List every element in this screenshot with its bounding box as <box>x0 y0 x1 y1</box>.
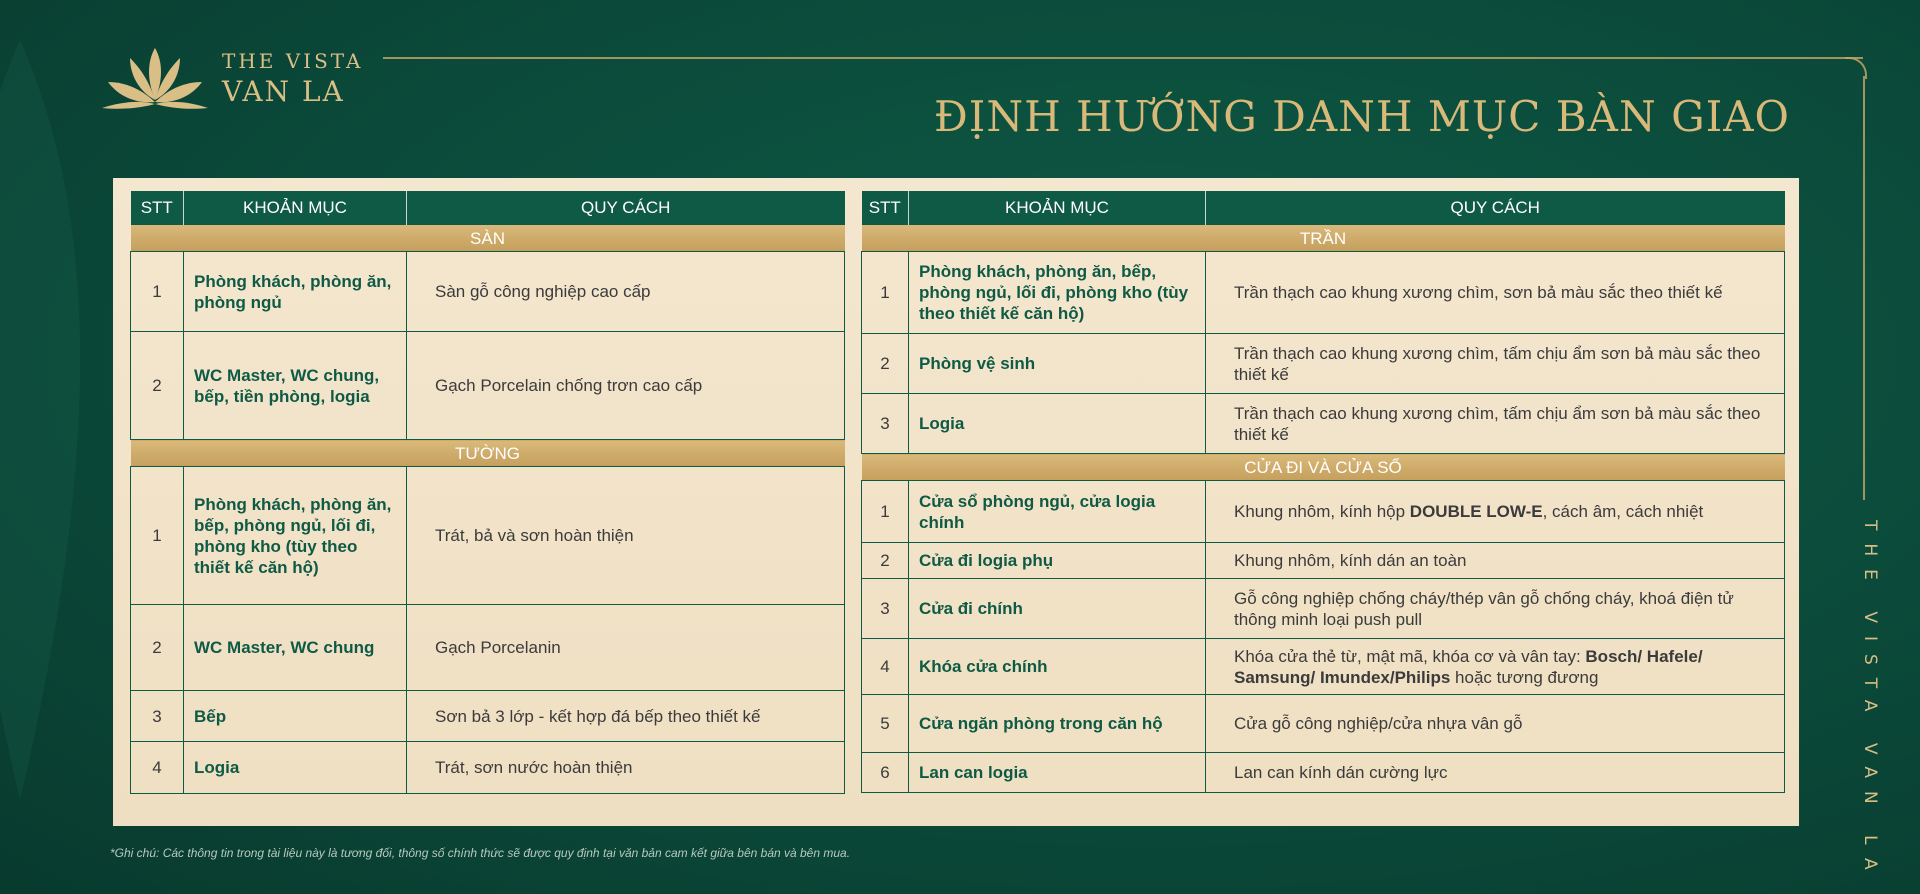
cell-spec <box>1206 481 1785 543</box>
page-title: ĐỊNH HƯỚNG DANH MỤC BÀN GIAO <box>933 92 1790 141</box>
cell-spec: Lan can kính dán cường lực <box>1206 753 1785 793</box>
spec-text: hoặc tương đương <box>1450 667 1599 687</box>
frame-line-top <box>383 57 1863 59</box>
section-row <box>131 440 845 467</box>
header-item: KHOẢN MỤC <box>909 191 1206 225</box>
cell-stt: 2 <box>131 332 184 440</box>
lotus-logo-icon <box>100 44 210 112</box>
cell-spec: Trần thạch cao khung xương chìm, tấm chịu ẩm sơn bả màu sắc theo thiết kế <box>1206 394 1785 454</box>
cell-stt: 3 <box>862 394 909 454</box>
header-stt: STT <box>862 191 909 225</box>
section-row <box>862 225 1785 252</box>
cell-spec: Trát, bả và sơn hoàn thiện <box>407 467 845 605</box>
section-title: TƯỜNG <box>131 440 845 467</box>
cell-item: Phòng khách, phòng ăn, phòng ngủ <box>184 252 407 332</box>
cell-stt: 3 <box>131 691 184 742</box>
table-row <box>131 605 845 691</box>
frame-line-right <box>1863 76 1865 500</box>
cell-spec: Khung nhôm, kính dán an toàn <box>1206 543 1785 579</box>
cell-stt: 4 <box>862 639 909 695</box>
section-row <box>131 225 845 252</box>
section-row <box>862 454 1785 481</box>
cell-item: Cửa sổ phòng ngủ, cửa logia chính <box>909 481 1206 543</box>
cell-spec: Sàn gỗ công nghiệp cao cấp <box>407 252 845 332</box>
spec-text: Khóa cửa thẻ từ, mật mã, khóa cơ và vân tay: <box>1234 646 1586 666</box>
table-header-row <box>131 191 845 225</box>
cell-item: Phòng khách, phòng ăn, bếp, phòng ngủ, lối đi, phòng kho (tùy theo thiết kế căn hộ) <box>184 467 407 605</box>
cell-spec: Trần thạch cao khung xương chìm, tấm chịu ẩm sơn bả màu sắc theo thiết kế <box>1206 334 1785 394</box>
cell-stt: 1 <box>131 467 184 605</box>
cell-item: Lan can logia <box>909 753 1206 793</box>
header-item: KHOẢN MỤC <box>184 191 407 225</box>
cell-stt: 1 <box>131 252 184 332</box>
table-row <box>131 691 845 742</box>
spec-highlight: DOUBLE LOW-E <box>1409 502 1543 521</box>
cell-stt: 1 <box>862 252 909 334</box>
table-row <box>131 467 845 605</box>
section-title: CỬA ĐI VÀ CỬA SỔ <box>862 454 1785 481</box>
header-spec: QUY CÁCH <box>1206 191 1785 225</box>
cell-stt: 2 <box>131 605 184 691</box>
table-row <box>131 252 845 332</box>
brand-line2: VAN LA <box>222 74 345 108</box>
table-row <box>131 742 845 794</box>
table-row <box>862 543 1785 579</box>
cell-stt: 3 <box>862 579 909 639</box>
cell-item: Cửa đi chính <box>909 579 1206 639</box>
cell-spec <box>1206 639 1785 695</box>
cell-item: Cửa ngăn phòng trong căn hộ <box>909 695 1206 753</box>
table-row <box>131 332 845 440</box>
table-row <box>862 695 1785 753</box>
table-row <box>862 639 1785 695</box>
header-stt: STT <box>131 191 184 225</box>
brand-line1: THE VISTA <box>222 48 364 73</box>
cell-stt: 5 <box>862 695 909 753</box>
table-row <box>862 394 1785 454</box>
cell-spec: Sơn bả 3 lớp - kết hợp đá bếp theo thiết kế <box>407 691 845 742</box>
table-row <box>862 579 1785 639</box>
spec-text: , cách âm, cách nhiệt <box>1542 502 1704 521</box>
table-right <box>861 191 1785 793</box>
cell-spec: Gạch Porcelanin <box>407 605 845 691</box>
cell-item: WC Master, WC chung, bếp, tiền phòng, logia <box>184 332 407 440</box>
cell-stt: 2 <box>862 334 909 394</box>
cell-item: Bếp <box>184 691 407 742</box>
content-panel <box>113 178 1799 826</box>
cell-item: Logia <box>184 742 407 794</box>
cell-item: Cửa đi logia phụ <box>909 543 1206 579</box>
cell-stt: 6 <box>862 753 909 793</box>
table-left <box>130 191 845 794</box>
spec-highlight: Bosch/ Hafele/ Samsung/ Imundex/Philips <box>1234 646 1703 687</box>
table-row <box>862 753 1785 793</box>
table-header-row <box>862 191 1785 225</box>
cell-item: Logia <box>909 394 1206 454</box>
cell-spec: Cửa gỗ công nghiệp/cửa nhựa vân gỗ <box>1206 695 1785 753</box>
table-row <box>862 334 1785 394</box>
cell-item: Khóa cửa chính <box>909 639 1206 695</box>
cell-spec: Trát, sơn nước hoàn thiện <box>407 742 845 794</box>
cell-item: WC Master, WC chung <box>184 605 407 691</box>
cell-spec: Gạch Porcelain chống trơn cao cấp <box>407 332 845 440</box>
table-row <box>862 481 1785 543</box>
table-row <box>862 252 1785 334</box>
header-spec: QUY CÁCH <box>407 191 845 225</box>
spec-text: Khung nhôm, kính hộp <box>1234 502 1410 521</box>
cell-spec: Trần thạch cao khung xương chìm, sơn bả màu sắc theo thiết kế <box>1206 252 1785 334</box>
vertical-brand: THE VISTA VAN LA <box>1860 520 1880 883</box>
cell-item: Phòng vệ sinh <box>909 334 1206 394</box>
brand-logo <box>100 44 363 112</box>
footnote: *Ghi chú: Các thông tin trong tài liệu này là tương đối, thông số chính thức sẽ được quy định tại văn bản cam kết giữa bên bán và bên mua. <box>110 846 851 860</box>
leaf-decoration <box>0 40 80 800</box>
cell-spec: Gỗ công nghiệp chống cháy/thép vân gỗ chống cháy, khoá điện tử thông minh loại push pull <box>1206 579 1785 639</box>
section-title: TRẦN <box>862 225 1785 252</box>
cell-stt: 2 <box>862 543 909 579</box>
cell-item: Phòng khách, phòng ăn, bếp, phòng ngủ, lối đi, phòng kho (tùy theo thiết kế căn hộ) <box>909 252 1206 334</box>
cell-stt: 4 <box>131 742 184 794</box>
cell-stt: 1 <box>862 481 909 543</box>
section-title: SÀN <box>131 225 845 252</box>
